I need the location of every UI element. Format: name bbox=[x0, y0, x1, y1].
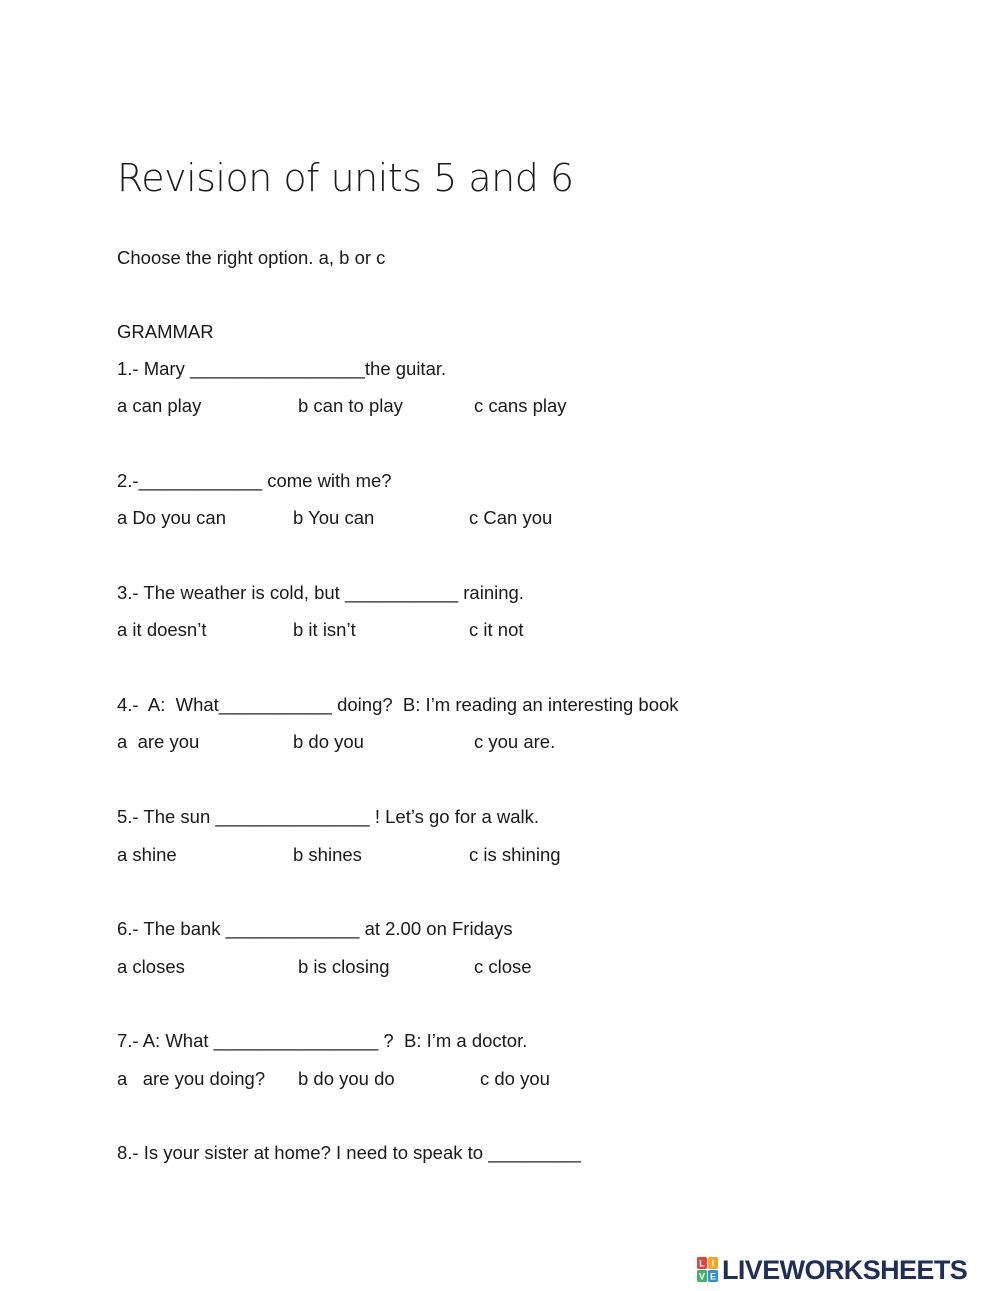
option-3c[interactable]: c it not bbox=[469, 619, 524, 640]
option-6c[interactable]: c close bbox=[474, 956, 532, 977]
question-5: 5.- The sun _______________ ! Let’s go for a walk. bbox=[117, 806, 540, 827]
logo-mark-letter-i: I bbox=[711, 1258, 715, 1269]
option-1a[interactable]: a can play bbox=[117, 395, 202, 416]
option-5a[interactable]: a shine bbox=[117, 844, 177, 865]
option-4c[interactable]: c you are. bbox=[474, 731, 556, 752]
option-1b[interactable]: b can to play bbox=[298, 395, 403, 416]
option-3b[interactable]: b it isn’t bbox=[293, 619, 356, 640]
logo-mark-letter-l: L bbox=[699, 1258, 705, 1269]
logo-mark-icon bbox=[697, 1257, 719, 1283]
option-7a[interactable]: a are you doing? bbox=[117, 1068, 266, 1089]
section-heading: GRAMMAR bbox=[117, 321, 214, 342]
option-5c[interactable]: c is shining bbox=[469, 844, 561, 865]
option-5b[interactable]: b shines bbox=[293, 844, 362, 865]
option-3a[interactable]: a it doesn’t bbox=[117, 619, 207, 640]
page-title: Revision of units 5 and 6 bbox=[117, 156, 574, 200]
liveworksheets-logo bbox=[697, 1256, 967, 1284]
question-4: 4.- A: What___________ doing? B: I’m reading an interesting book bbox=[117, 694, 679, 715]
option-7b[interactable]: b do you do bbox=[298, 1068, 395, 1089]
question-2: 2.-____________ come with me? bbox=[117, 470, 392, 491]
instruction-text: Choose the right option. a, b or c bbox=[117, 247, 386, 268]
question-3: 3.- The weather is cold, but ___________ raining. bbox=[117, 582, 524, 603]
logo-mark-letter-e: E bbox=[709, 1271, 717, 1282]
option-6b[interactable]: b is closing bbox=[298, 956, 390, 977]
option-2a[interactable]: a Do you can bbox=[117, 507, 227, 528]
option-1c[interactable]: c cans play bbox=[474, 395, 567, 416]
question-7: 7.- A: What ________________ ? B: I’m a doctor. bbox=[117, 1030, 528, 1051]
option-2c[interactable]: c Can you bbox=[469, 507, 553, 528]
logo-text: LIVEWORKSHEETS bbox=[722, 1255, 968, 1285]
question-6: 6.- The bank _____________ at 2.00 on Fridays bbox=[117, 918, 513, 939]
option-4b[interactable]: b do you bbox=[293, 731, 364, 752]
option-2b[interactable]: b You can bbox=[293, 507, 375, 528]
option-7c[interactable]: c do you bbox=[480, 1068, 550, 1089]
question-8: 8.- Is your sister at home? I need to speak to _________ bbox=[117, 1142, 581, 1163]
question-1: 1.- Mary _________________the guitar. bbox=[117, 358, 447, 379]
logo-mark-letter-v: V bbox=[698, 1271, 706, 1282]
option-6a[interactable]: a closes bbox=[117, 956, 185, 977]
option-4a[interactable]: a are you bbox=[117, 731, 200, 752]
